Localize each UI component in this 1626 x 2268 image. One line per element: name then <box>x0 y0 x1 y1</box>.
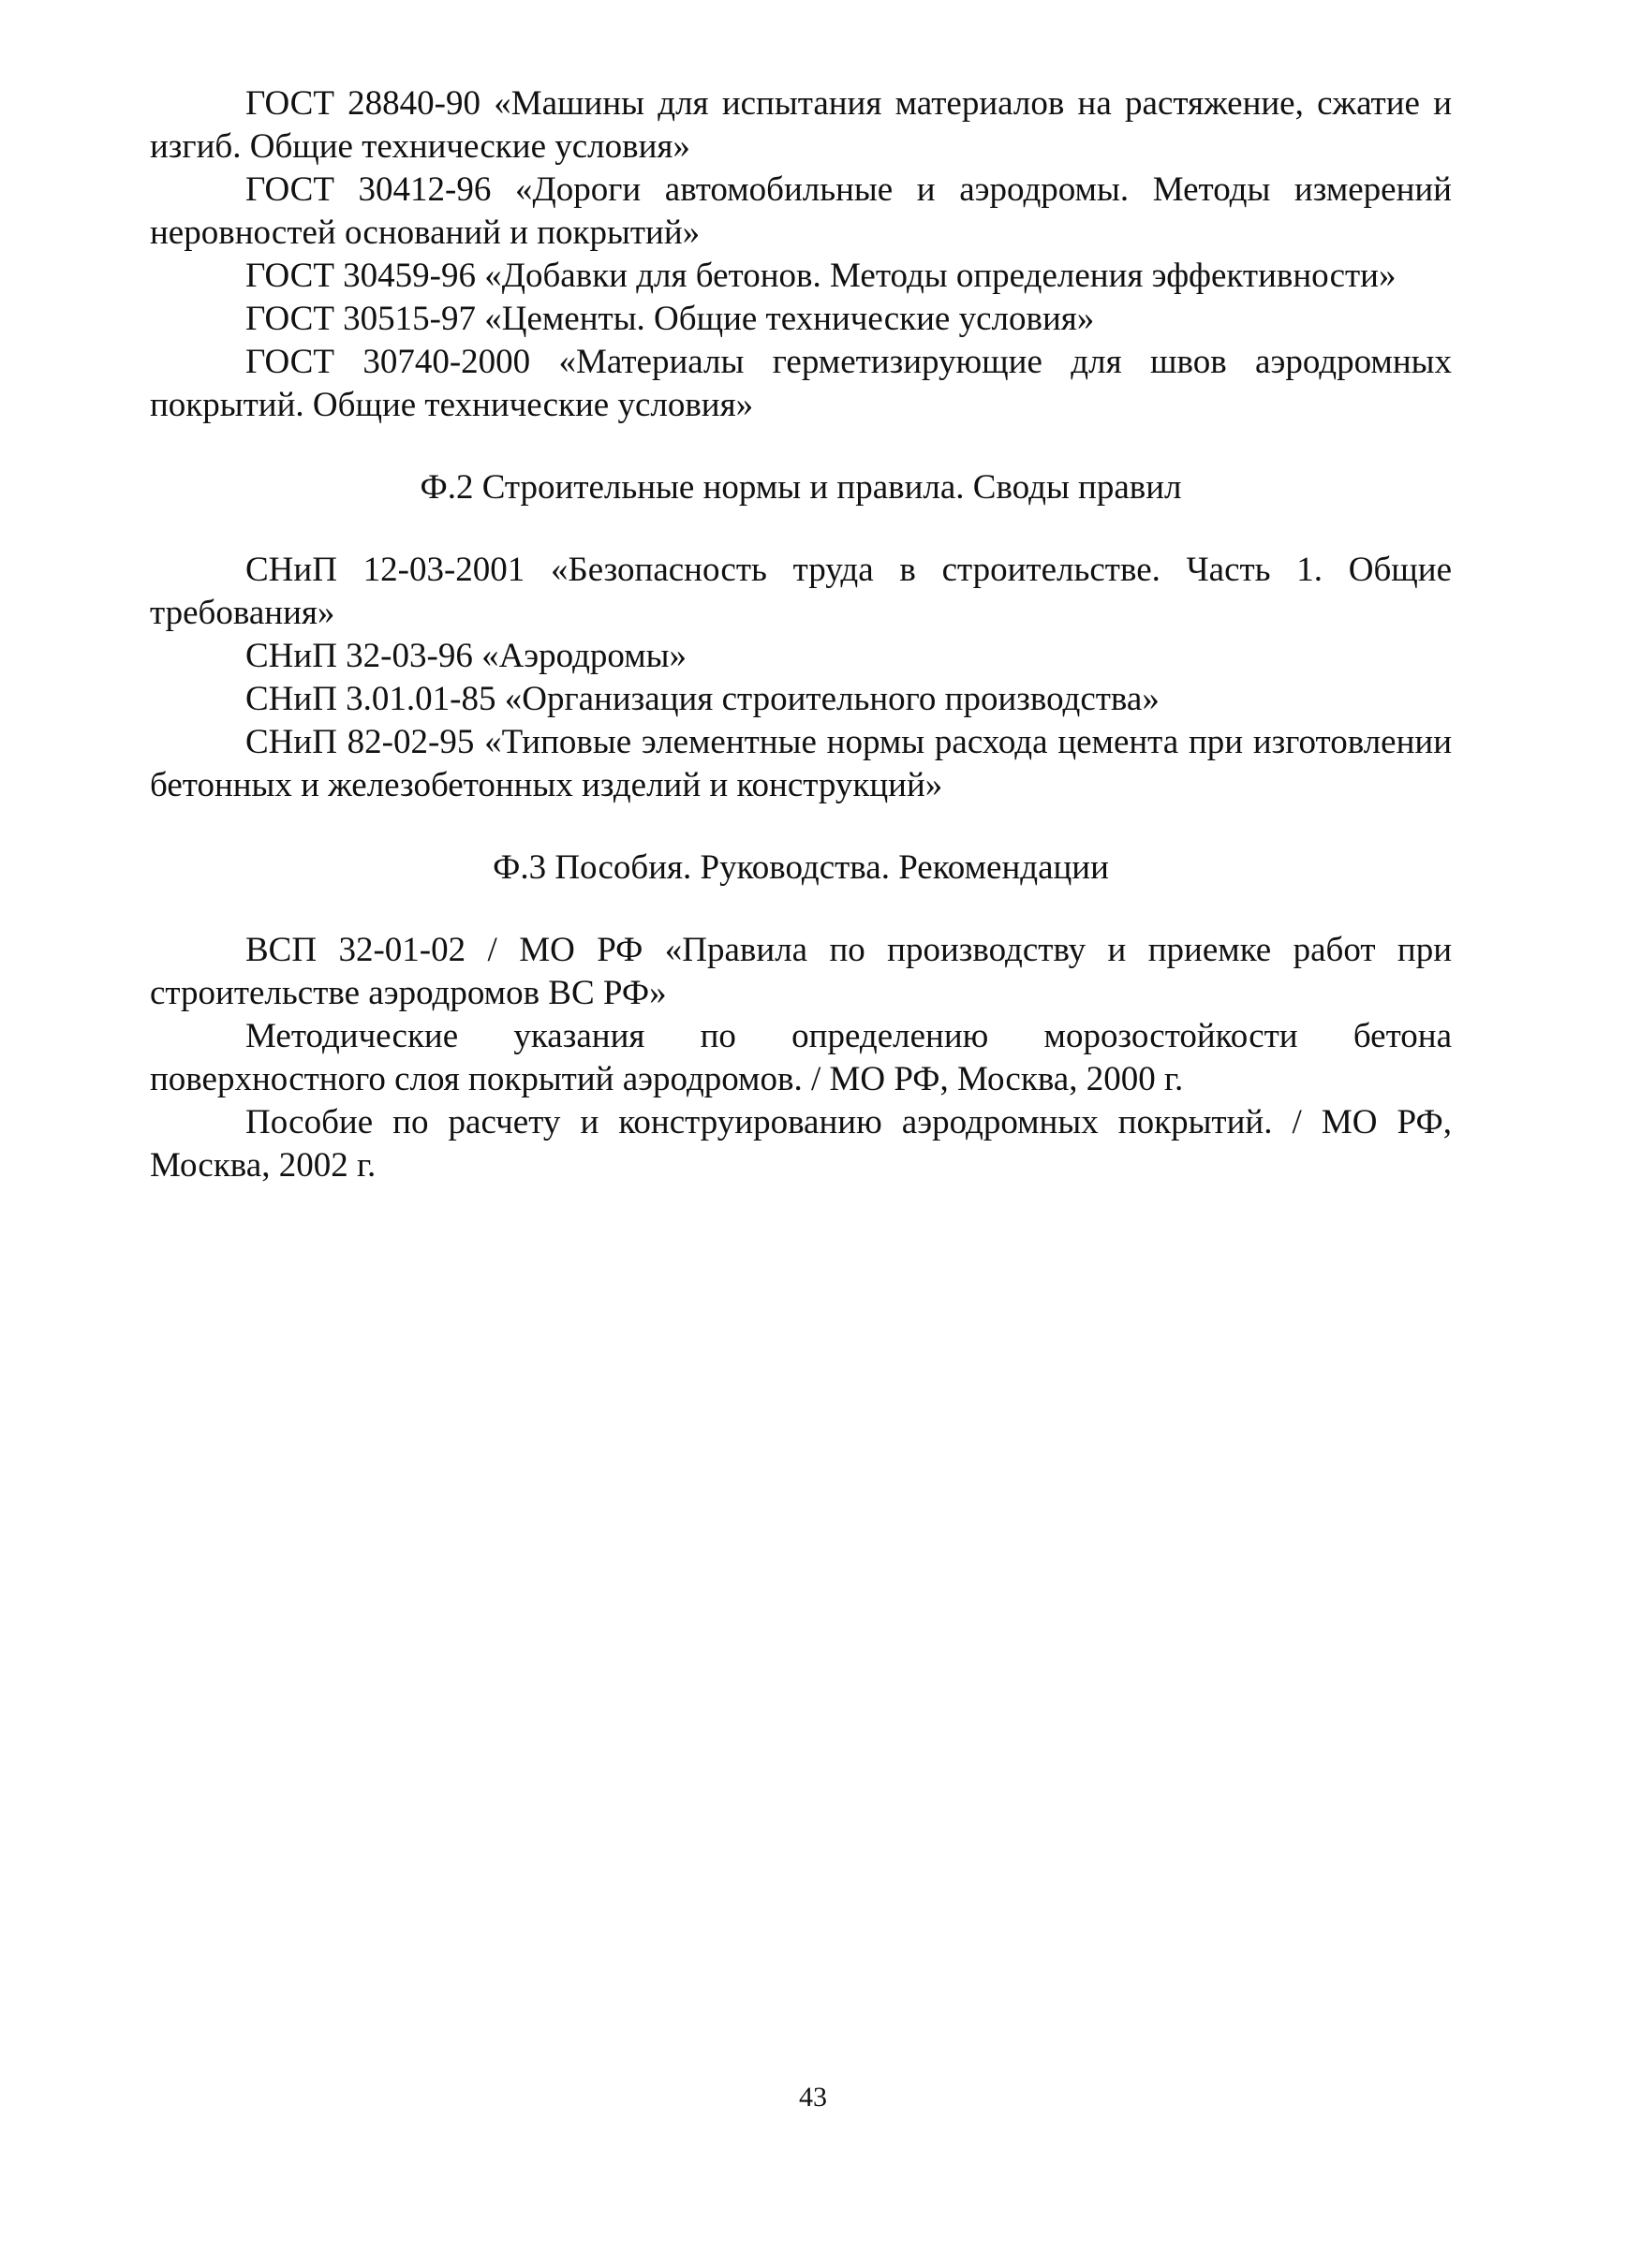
reference-vsp-32-01: ВСП 32-01-02 / МО РФ «Правила по производству и приемке работ при строительстве аэродромов ВС РФ» <box>150 931 1452 1012</box>
reference-gost-30740: ГОСТ 30740-2000 «Материалы герметизирующие для швов аэродромных покрытий. Общие технические условия» <box>150 343 1452 424</box>
section-f3-entries <box>150 929 1452 1187</box>
reference-snip-12-03: СНиП 12-03-2001 «Безопасность труда в строительстве. Часть 1. Общие требования» <box>150 551 1452 632</box>
reference-gost-30459: ГОСТ 30459-96 «Добавки для бетонов. Методы определения эффективности» <box>245 257 1397 295</box>
page-number: 43 <box>799 2082 827 2113</box>
reference-gost-28840: ГОСТ 28840-90 «Машины для испытания материалов на растяжение, сжатие и изгиб. Общие технические условия» <box>150 84 1452 166</box>
section-heading-f3: Ф.3 Пособия. Руководства. Рекомендации <box>493 848 1109 887</box>
reference-pavement-design-manual: Пособие по расчету и конструированию аэродромных покрытий. / МО РФ, Москва, 2002 г. <box>150 1103 1452 1185</box>
references-list <box>150 82 1452 1187</box>
reference-snip-32-03: СНиП 32-03-96 «Аэродромы» <box>245 637 687 675</box>
section-f2-entries <box>150 549 1452 807</box>
reference-frost-resistance-guidelines: Методические указания по определению морозостойкости бетона поверхностного слоя покрытий аэродромов. / МО РФ, Москва, 2000 г. <box>150 1017 1452 1098</box>
reference-snip-82-02: СНиП 82-02-95 «Типовые элементные нормы расхода цемента при изготовлении бетонных и железобетонных изделий и конструкций» <box>150 723 1452 804</box>
reference-gost-30412: ГОСТ 30412-96 «Дороги автомобильные и аэродромы. Методы измерений неровностей оснований и покрытий» <box>150 170 1452 252</box>
reference-gost-30515: ГОСТ 30515-97 «Цементы. Общие технические условия» <box>245 300 1095 338</box>
section-heading-f2: Ф.2 Строительные нормы и правила. Своды правил <box>420 468 1182 507</box>
reference-snip-3-01-01: СНиП 3.01.01-85 «Организация строительного производства» <box>245 680 1160 718</box>
